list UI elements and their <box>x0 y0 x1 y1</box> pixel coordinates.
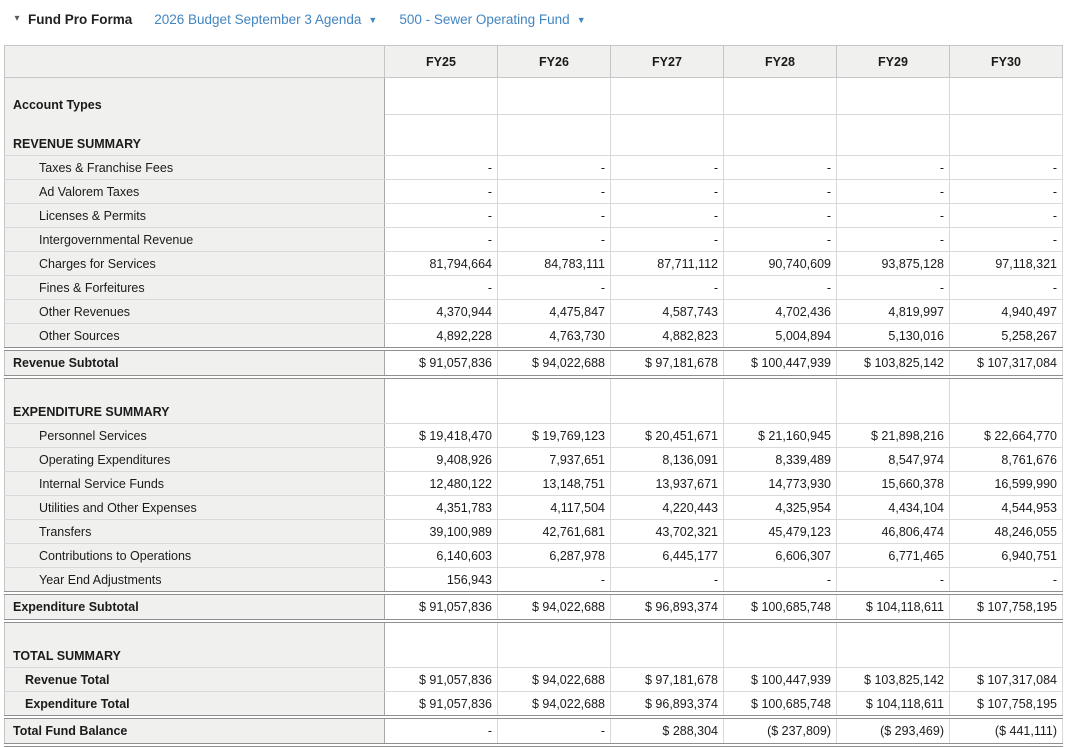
value-cell <box>498 621 611 668</box>
column-header-fy27: FY27 <box>611 46 724 78</box>
value-cell: - <box>385 204 498 228</box>
value-cell: - <box>498 276 611 300</box>
value-cell: $ 19,418,470 <box>385 424 498 448</box>
toolbar <box>6 8 608 30</box>
value-cell: 4,940,497 <box>950 300 1063 324</box>
value-cell: ($ 293,469) <box>837 717 950 745</box>
value-cell: $ 107,317,084 <box>950 349 1063 377</box>
value-cell: 4,882,823 <box>611 324 724 350</box>
row-label: Charges for Services <box>5 252 385 276</box>
value-cell: 4,475,847 <box>498 300 611 324</box>
value-cell: 6,445,177 <box>611 544 724 568</box>
value-cell: - <box>837 156 950 180</box>
value-cell: - <box>724 180 837 204</box>
value-cell: 12,480,122 <box>385 472 498 496</box>
value-cell: $ 288,304 <box>611 717 724 745</box>
row-label: Expenditure Subtotal <box>5 593 385 621</box>
value-cell: - <box>724 228 837 252</box>
value-cell: - <box>724 204 837 228</box>
budget-dropdown[interactable] <box>154 12 377 27</box>
value-cell: 42,761,681 <box>498 520 611 544</box>
row-label: Revenue Total <box>5 668 385 692</box>
pro-forma-table <box>4 45 1063 747</box>
value-cell: - <box>611 568 724 594</box>
value-cell: - <box>385 228 498 252</box>
value-cell: 4,220,443 <box>611 496 724 520</box>
value-cell: 48,246,055 <box>950 520 1063 544</box>
value-cell: - <box>950 180 1063 204</box>
value-cell: $ 21,160,945 <box>724 424 837 448</box>
value-cell: 6,606,307 <box>724 544 837 568</box>
row-total-summary <box>5 621 1063 668</box>
value-cell <box>498 115 611 156</box>
value-cell: $ 91,057,836 <box>385 692 498 718</box>
value-cell: 4,892,228 <box>385 324 498 350</box>
fund-dropdown[interactable] <box>399 12 585 27</box>
row-expenditure-total <box>5 692 1063 718</box>
value-cell: - <box>611 156 724 180</box>
value-cell: $ 22,664,770 <box>950 424 1063 448</box>
value-cell: - <box>724 568 837 594</box>
value-cell: 7,937,651 <box>498 448 611 472</box>
value-cell <box>611 621 724 668</box>
value-cell: 4,351,783 <box>385 496 498 520</box>
value-cell <box>724 377 837 424</box>
value-cell: 14,773,930 <box>724 472 837 496</box>
value-cell: $ 91,057,836 <box>385 668 498 692</box>
value-cell: $ 97,181,678 <box>611 349 724 377</box>
value-cell: ($ 441,111) <box>950 717 1063 745</box>
value-cell: - <box>837 568 950 594</box>
value-cell: 16,599,990 <box>950 472 1063 496</box>
value-cell: 39,100,989 <box>385 520 498 544</box>
row-label: Ad Valorem Taxes <box>5 180 385 204</box>
value-cell <box>498 78 611 115</box>
value-cell: $ 104,118,611 <box>837 692 950 718</box>
row-expenditure-summary <box>5 377 1063 424</box>
value-cell: - <box>498 156 611 180</box>
value-cell: $ 94,022,688 <box>498 349 611 377</box>
row-other-revenues <box>5 300 1063 324</box>
row-transfers <box>5 520 1063 544</box>
value-cell: $ 107,317,084 <box>950 668 1063 692</box>
value-cell: - <box>498 180 611 204</box>
value-cell <box>385 115 498 156</box>
value-cell: - <box>498 204 611 228</box>
value-cell: $ 97,181,678 <box>611 668 724 692</box>
row-total-fund-balance <box>5 717 1063 745</box>
value-cell: - <box>385 717 498 745</box>
row-label: Internal Service Funds <box>5 472 385 496</box>
value-cell: 156,943 <box>385 568 498 594</box>
row-label: Utilities and Other Expenses <box>5 496 385 520</box>
collapse-triangle-icon[interactable]: ▾ <box>14 13 20 24</box>
row-label: EXPENDITURE SUMMARY <box>5 377 385 424</box>
value-cell: $ 96,893,374 <box>611 692 724 718</box>
row-utilities-and-other-expenses <box>5 496 1063 520</box>
value-cell: $ 104,118,611 <box>837 593 950 621</box>
value-cell: - <box>837 180 950 204</box>
chevron-down-icon: ▼ <box>576 15 586 25</box>
value-cell <box>724 621 837 668</box>
value-cell <box>724 78 837 115</box>
value-cell: 4,117,504 <box>498 496 611 520</box>
value-cell: $ 94,022,688 <box>498 692 611 718</box>
value-cell: $ 91,057,836 <box>385 349 498 377</box>
value-cell: 6,287,978 <box>498 544 611 568</box>
row-charges-for-services <box>5 252 1063 276</box>
column-header-row <box>5 46 1063 78</box>
value-cell: 4,325,954 <box>724 496 837 520</box>
value-cell: 13,937,671 <box>611 472 724 496</box>
value-cell: - <box>950 156 1063 180</box>
value-cell: 90,740,609 <box>724 252 837 276</box>
row-label: TOTAL SUMMARY <box>5 621 385 668</box>
row-taxes-franchise-fees <box>5 156 1063 180</box>
value-cell <box>950 377 1063 424</box>
value-cell <box>611 78 724 115</box>
value-cell: 5,130,016 <box>837 324 950 350</box>
column-header-fy25: FY25 <box>385 46 498 78</box>
value-cell: $ 19,769,123 <box>498 424 611 448</box>
value-cell: - <box>950 276 1063 300</box>
row-intergovernmental-revenue <box>5 228 1063 252</box>
value-cell: - <box>611 180 724 204</box>
value-cell: 84,783,111 <box>498 252 611 276</box>
value-cell: 97,118,321 <box>950 252 1063 276</box>
row-label: Revenue Subtotal <box>5 349 385 377</box>
value-cell <box>837 621 950 668</box>
value-cell <box>385 621 498 668</box>
value-cell: - <box>385 180 498 204</box>
value-cell <box>611 377 724 424</box>
row-label: Fines & Forfeitures <box>5 276 385 300</box>
row-label: Personnel Services <box>5 424 385 448</box>
value-cell: $ 107,758,195 <box>950 692 1063 718</box>
row-label: Other Sources <box>5 324 385 350</box>
value-cell: $ 100,447,939 <box>724 349 837 377</box>
row-label: Taxes & Franchise Fees <box>5 156 385 180</box>
value-cell <box>724 115 837 156</box>
budget-dropdown-label: 2026 Budget September 3 Agenda <box>154 11 362 27</box>
value-cell: 43,702,321 <box>611 520 724 544</box>
value-cell: 15,660,378 <box>837 472 950 496</box>
value-cell: 9,408,926 <box>385 448 498 472</box>
row-label: REVENUE SUMMARY <box>5 115 385 156</box>
value-cell: 5,004,894 <box>724 324 837 350</box>
value-cell: 8,136,091 <box>611 448 724 472</box>
value-cell <box>837 78 950 115</box>
value-cell: $ 107,758,195 <box>950 593 1063 621</box>
value-cell: - <box>837 228 950 252</box>
value-cell: $ 94,022,688 <box>498 668 611 692</box>
row-label: Year End Adjustments <box>5 568 385 594</box>
value-cell: ($ 237,809) <box>724 717 837 745</box>
row-revenue-total <box>5 668 1063 692</box>
row-ad-valorem-taxes <box>5 180 1063 204</box>
row-label: Contributions to Operations <box>5 544 385 568</box>
value-cell: - <box>950 228 1063 252</box>
value-cell: - <box>611 204 724 228</box>
value-cell: 5,258,267 <box>950 324 1063 350</box>
value-cell: 6,940,751 <box>950 544 1063 568</box>
value-cell: - <box>498 228 611 252</box>
value-cell: 4,819,997 <box>837 300 950 324</box>
value-cell: - <box>611 228 724 252</box>
column-header-fy26: FY26 <box>498 46 611 78</box>
value-cell: - <box>498 568 611 594</box>
row-label: Other Revenues <box>5 300 385 324</box>
row-label: Operating Expenditures <box>5 448 385 472</box>
value-cell: 81,794,664 <box>385 252 498 276</box>
value-cell <box>950 621 1063 668</box>
value-cell: 45,479,123 <box>724 520 837 544</box>
value-cell: $ 96,893,374 <box>611 593 724 621</box>
corner-header-cell <box>5 46 385 78</box>
value-cell <box>498 377 611 424</box>
row-other-sources <box>5 324 1063 350</box>
row-label: Licenses & Permits <box>5 204 385 228</box>
value-cell: $ 94,022,688 <box>498 593 611 621</box>
row-expenditure-subtotal <box>5 593 1063 621</box>
value-cell: - <box>724 156 837 180</box>
value-cell: 6,140,603 <box>385 544 498 568</box>
value-cell: - <box>837 276 950 300</box>
row-fines-forfeitures <box>5 276 1063 300</box>
value-cell: - <box>950 204 1063 228</box>
value-cell: 8,547,974 <box>837 448 950 472</box>
value-cell: 4,702,436 <box>724 300 837 324</box>
value-cell: 4,763,730 <box>498 324 611 350</box>
value-cell <box>385 377 498 424</box>
value-cell: $ 21,898,216 <box>837 424 950 448</box>
row-internal-service-funds <box>5 472 1063 496</box>
value-cell: 4,434,104 <box>837 496 950 520</box>
value-cell: $ 103,825,142 <box>837 668 950 692</box>
value-cell: 46,806,474 <box>837 520 950 544</box>
value-cell: 4,544,953 <box>950 496 1063 520</box>
value-cell: - <box>611 276 724 300</box>
value-cell <box>950 115 1063 156</box>
value-cell: $ 103,825,142 <box>837 349 950 377</box>
row-operating-expenditures <box>5 448 1063 472</box>
chevron-down-icon: ▼ <box>368 15 378 25</box>
value-cell: $ 100,685,748 <box>724 692 837 718</box>
value-cell: 13,148,751 <box>498 472 611 496</box>
table-body <box>5 78 1063 746</box>
value-cell: - <box>837 204 950 228</box>
value-cell: 4,587,743 <box>611 300 724 324</box>
value-cell: - <box>950 568 1063 594</box>
value-cell: $ 91,057,836 <box>385 593 498 621</box>
value-cell: - <box>724 276 837 300</box>
value-cell: 8,339,489 <box>724 448 837 472</box>
value-cell: - <box>385 276 498 300</box>
row-revenue-summary <box>5 115 1063 156</box>
value-cell: $ 100,685,748 <box>724 593 837 621</box>
value-cell: 87,711,112 <box>611 252 724 276</box>
row-label: Intergovernmental Revenue <box>5 228 385 252</box>
value-cell <box>611 115 724 156</box>
column-header-fy29: FY29 <box>837 46 950 78</box>
value-cell: $ 100,447,939 <box>724 668 837 692</box>
row-year-end-adjustments <box>5 568 1063 594</box>
fund-dropdown-label: 500 - Sewer Operating Fund <box>399 11 570 27</box>
row-revenue-subtotal <box>5 349 1063 377</box>
row-label: Account Types <box>5 78 385 115</box>
row-personnel-services <box>5 424 1063 448</box>
value-cell <box>837 115 950 156</box>
row-licenses-permits <box>5 204 1063 228</box>
value-cell: 8,761,676 <box>950 448 1063 472</box>
column-header-fy30: FY30 <box>950 46 1063 78</box>
value-cell: 93,875,128 <box>837 252 950 276</box>
value-cell <box>837 377 950 424</box>
value-cell: - <box>385 156 498 180</box>
row-label: Expenditure Total <box>5 692 385 718</box>
value-cell: - <box>498 717 611 745</box>
value-cell: $ 20,451,671 <box>611 424 724 448</box>
row-contributions-to-operations <box>5 544 1063 568</box>
value-cell <box>385 78 498 115</box>
value-cell: 4,370,944 <box>385 300 498 324</box>
row-label: Transfers <box>5 520 385 544</box>
row-label: Total Fund Balance <box>5 717 385 745</box>
column-header-fy28: FY28 <box>724 46 837 78</box>
value-cell: 6,771,465 <box>837 544 950 568</box>
value-cell <box>950 78 1063 115</box>
row-account-types <box>5 78 1063 115</box>
page-title: Fund Pro Forma <box>28 11 133 27</box>
